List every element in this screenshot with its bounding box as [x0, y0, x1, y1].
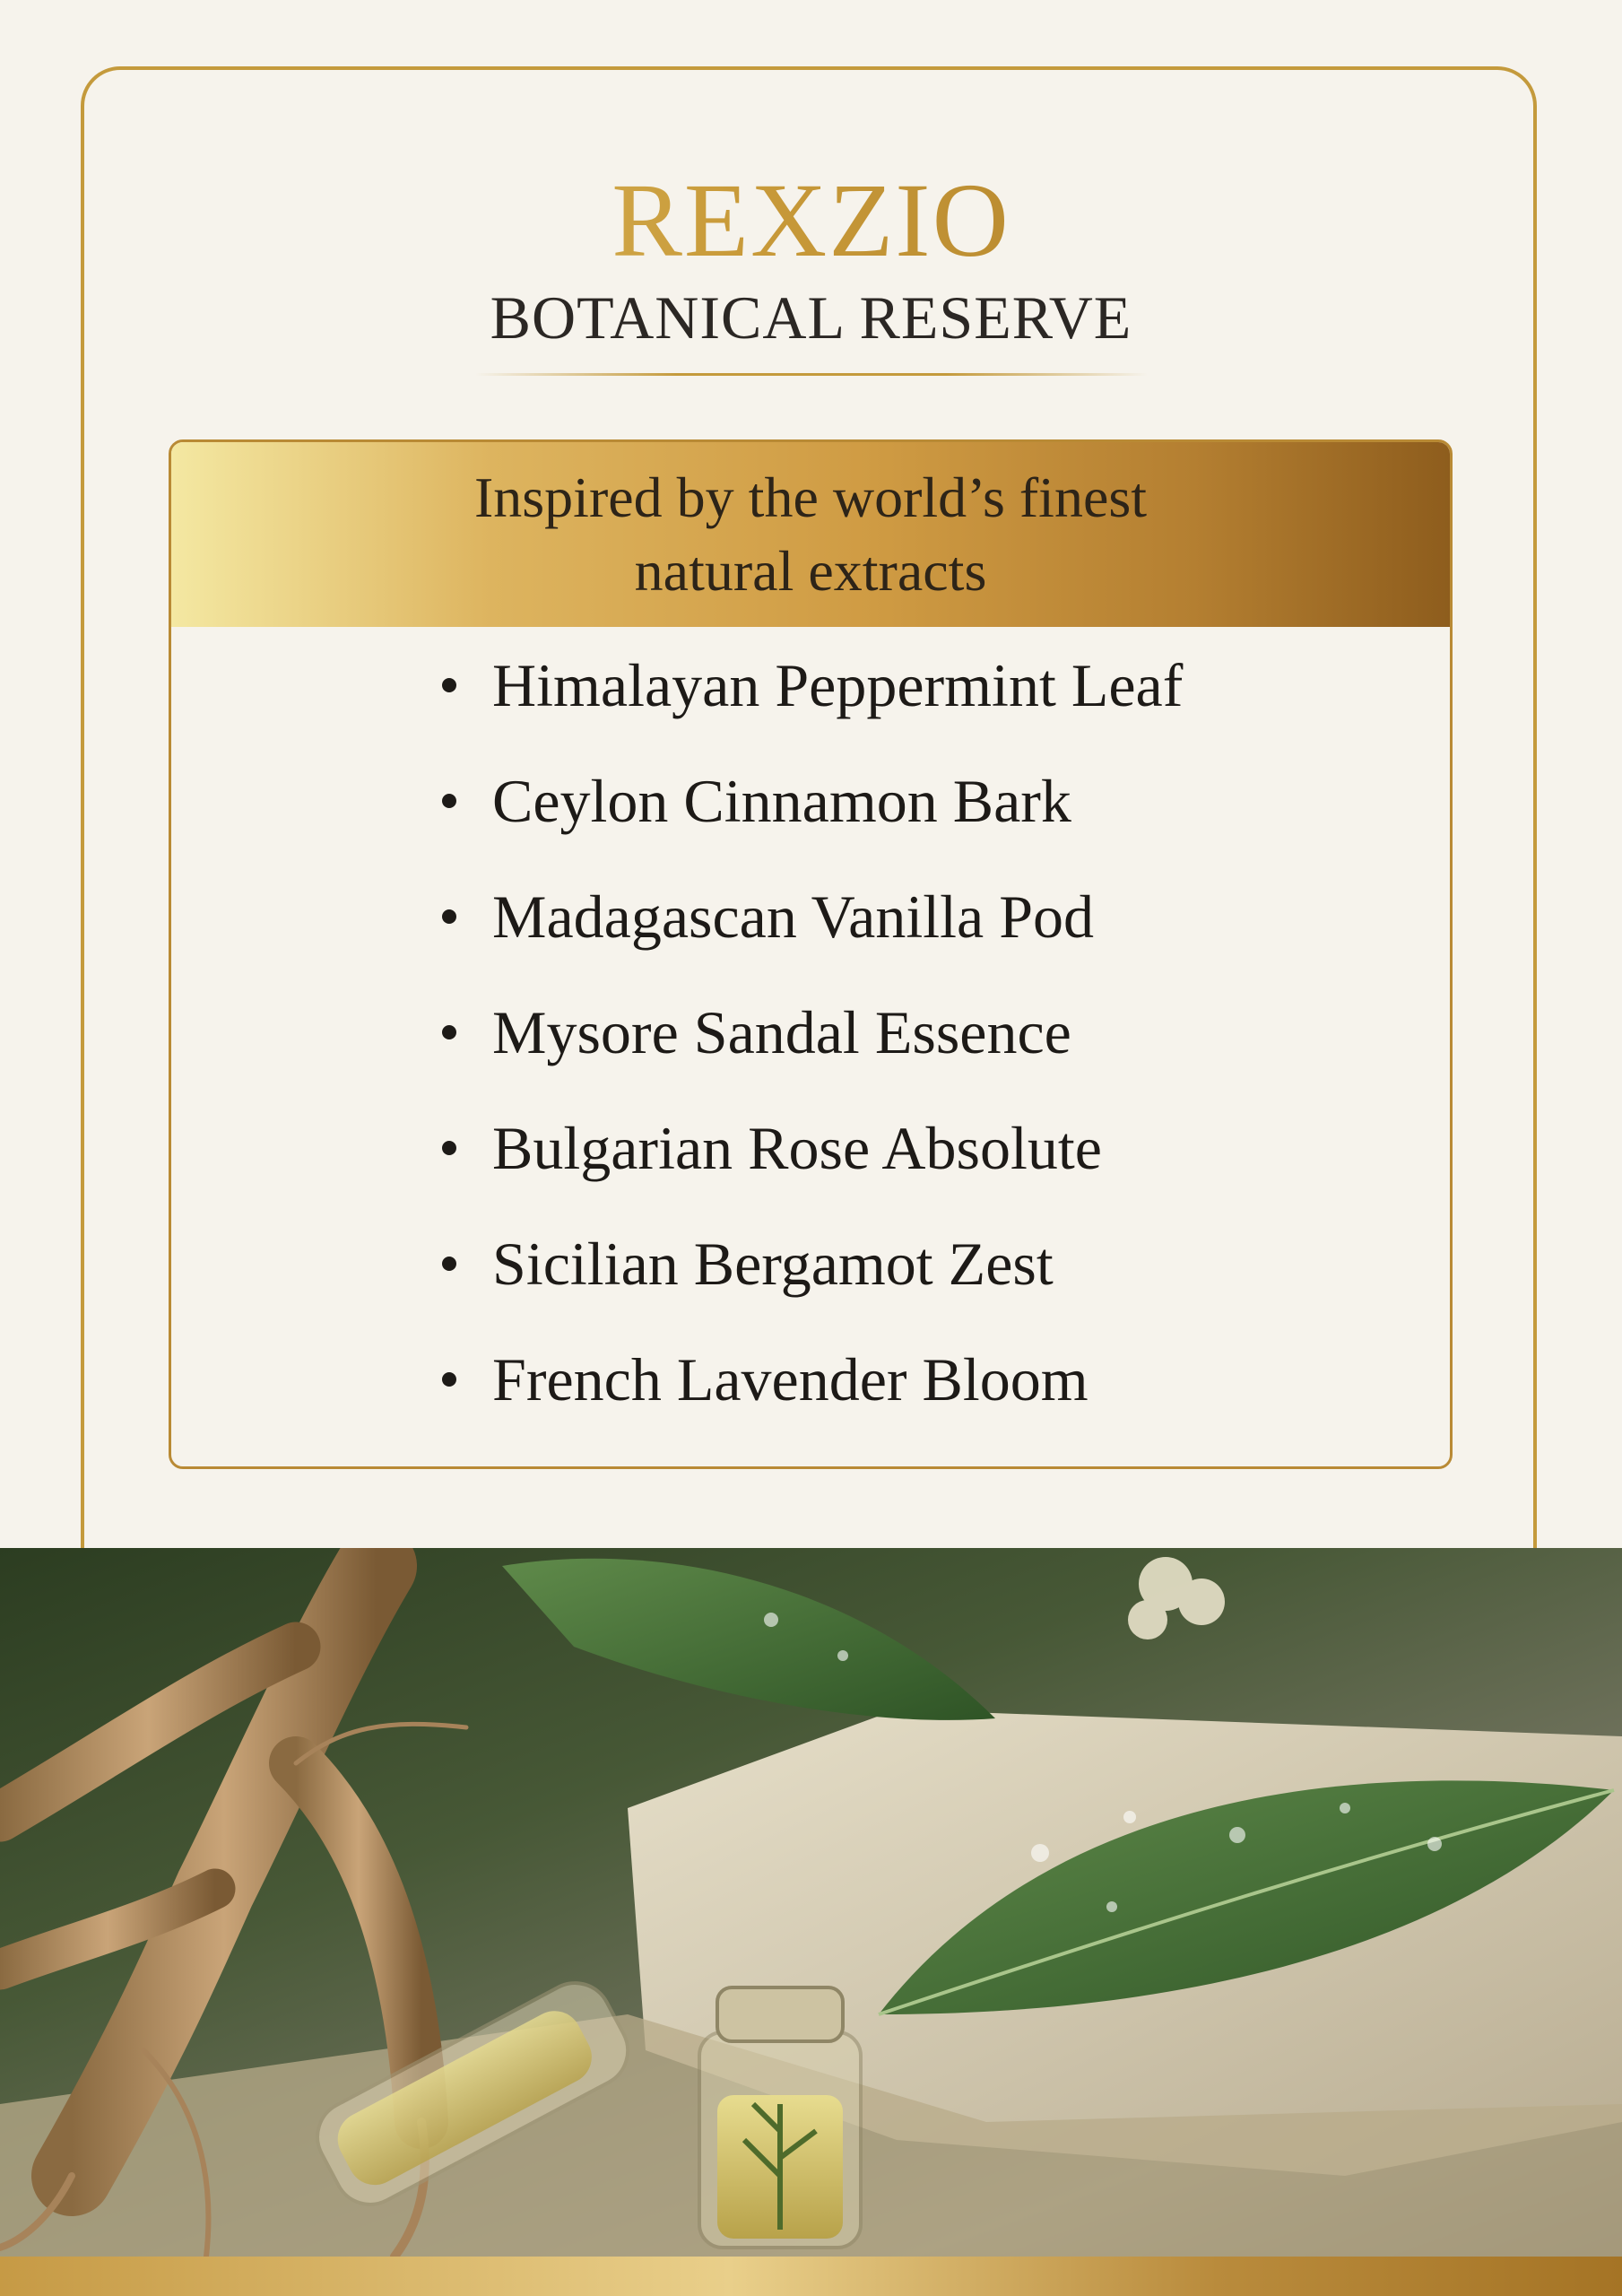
bullet-icon: [442, 909, 456, 924]
bullet-icon: [442, 1372, 456, 1387]
bullet-icon: [442, 1025, 456, 1039]
brand-tagline: BOTANICAL RESERVE: [490, 283, 1132, 352]
card-header: [171, 442, 1450, 627]
botanical-illustration: [0, 1548, 1622, 2257]
flower-shape: [1128, 1557, 1225, 1639]
card-header-text: Inspired by the world’s finest natural extracts: [473, 465, 1148, 603]
gold-bottom-band: [0, 2257, 1622, 2296]
brand-logo: REXZIO: [0, 158, 1622, 283]
ingredient-label: Bulgarian Rose Absolute: [492, 1113, 1102, 1182]
list-item: [442, 1214, 1054, 1313]
list-item: [442, 636, 1183, 735]
list-item: [442, 752, 1071, 850]
list-item: [442, 1330, 1089, 1429]
ingredient-label: French Lavender Bloom: [492, 1344, 1089, 1413]
bullet-icon: [442, 1141, 456, 1155]
leaf-shape: [502, 1559, 995, 1720]
list-item: [442, 983, 1071, 1082]
ingredient-label: Madagascan Vanilla Pod: [492, 882, 1095, 951]
bullet-icon: [442, 1257, 456, 1271]
divider: [475, 373, 1148, 376]
bullet-icon: [442, 678, 456, 692]
ingredient-label: Sicilian Bergamot Zest: [492, 1229, 1054, 1298]
bullet-icon: [442, 794, 456, 808]
ingredient-label: Ceylon Cinnamon Bark: [492, 766, 1071, 835]
ingredients-card: [169, 439, 1453, 1469]
botanical-photo: [0, 1548, 1622, 2257]
ingredient-label: Mysore Sandal Essence: [492, 997, 1071, 1066]
essential-oil-bottle: [699, 1987, 861, 2248]
ingredient-label: Himalayan Peppermint Leaf: [492, 650, 1184, 719]
list-item: [442, 1099, 1102, 1197]
list-item: [442, 867, 1094, 966]
